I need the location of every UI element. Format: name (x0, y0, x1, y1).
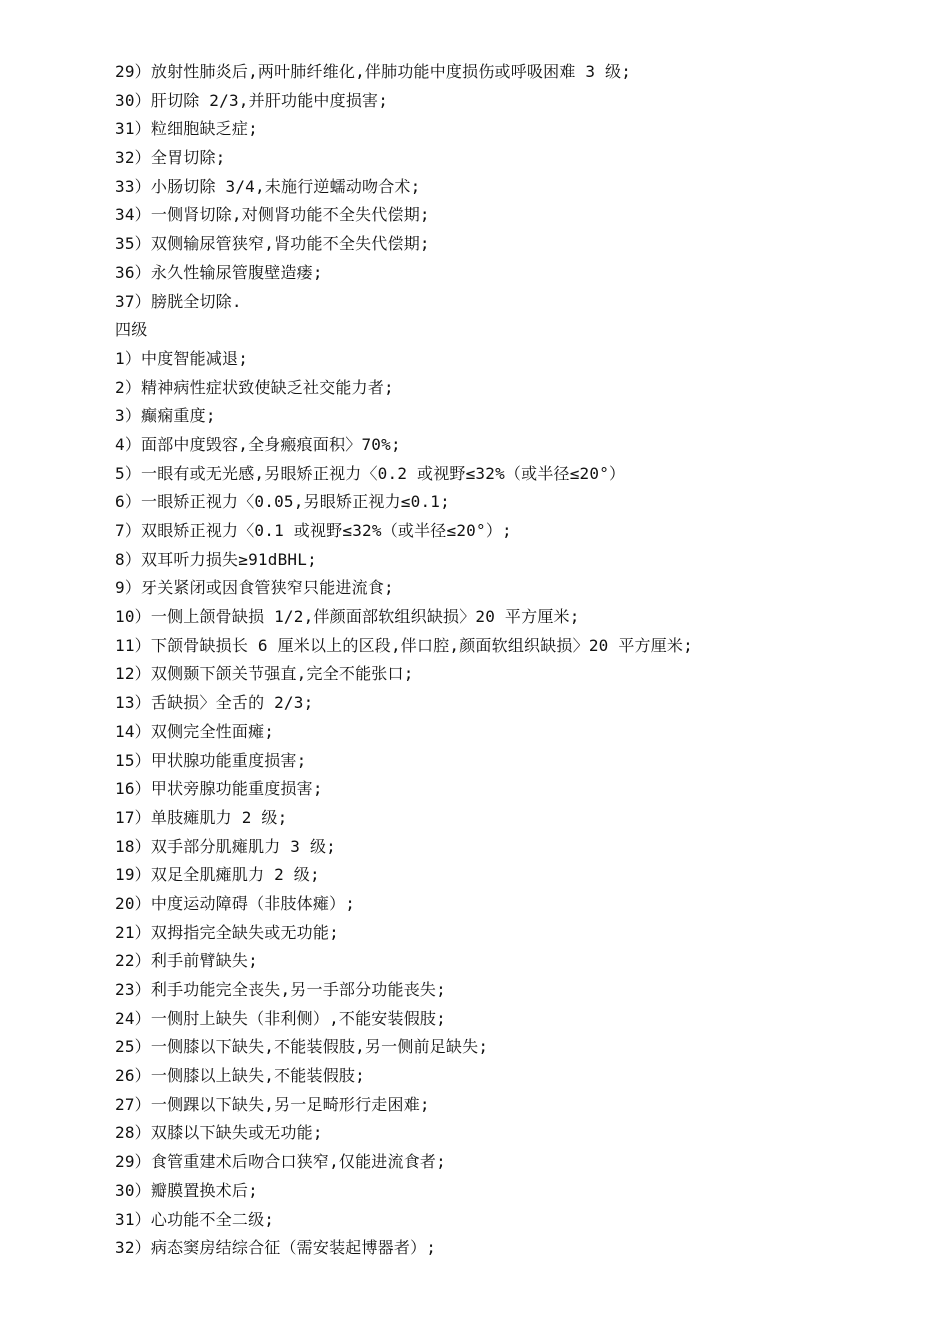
list-item: 17）单肢瘫肌力 2 级; (115, 807, 288, 827)
list-item: 32）全胃切除; (115, 148, 226, 168)
list-item: 31）粒细胞缺乏症; (115, 119, 258, 139)
list-item: 10）一侧上颌骨缺损 1/2,伴颜面部软组织缺损〉20 平方厘米; (115, 607, 580, 627)
list-item: 27）一侧踝以下缺失,另一足畸形行走困难; (115, 1094, 430, 1114)
list-item: 36）永久性输尿管腹壁造瘘; (115, 262, 323, 282)
list-item: 1）中度智能减退; (115, 348, 249, 368)
list-item: 35）双侧输尿管狭窄,肾功能不全失代偿期; (115, 234, 430, 254)
list-item: 19）双足全肌瘫肌力 2 级; (115, 865, 320, 885)
list-item: 23）利手功能完全丧失,另一手部分功能丧失; (115, 980, 446, 999)
list-item: 13）舌缺损〉全舌的 2/3; (115, 693, 314, 713)
list-item: 37）膀胱全切除. (115, 291, 242, 311)
list-item: 24）一侧肘上缺失（非利侧）,不能安装假肢; (115, 1008, 446, 1028)
section-heading: 四级 (115, 320, 148, 340)
list-item: 11）下颌骨缺损长 6 厘米以上的区段,伴口腔,颜面软组织缺损〉20 平方厘米; (115, 635, 693, 655)
list-item: 31）心功能不全二级; (115, 1209, 275, 1229)
list-item: 2）精神病性症状致使缺乏社交能力者; (115, 377, 394, 397)
list-item: 30）肝切除 2/3,并肝功能中度损害; (115, 90, 389, 110)
list-item: 33）小肠切除 3/4,未施行逆蠕动吻合术; (115, 176, 421, 196)
list-item: 20）中度运动障碍（非肢体瘫）; (115, 893, 356, 913)
list-item: 29）放射性肺炎后,两叶肺纤维化,伴肺功能中度损伤或呼吸困难 3 级; (115, 62, 632, 81)
list-item: 28）双膝以下缺失或无功能; (115, 1123, 323, 1143)
list-item: 12）双侧颞下颌关节强直,完全不能张口; (115, 664, 414, 684)
list-item: 14）双侧完全性面瘫; (115, 721, 275, 741)
list-item: 34）一侧肾切除,对侧肾功能不全失代偿期; (115, 205, 430, 225)
list-item: 22）利手前臂缺失; (115, 951, 258, 971)
list-item: 3）癫痫重度; (115, 406, 216, 426)
list-item: 26）一侧膝以上缺失,不能装假肢; (115, 1066, 365, 1086)
list-item: 18）双手部分肌瘫肌力 3 级; (115, 836, 336, 856)
list-item: 29）食管重建术后吻合口狭窄,仅能进流食者; (115, 1152, 446, 1172)
list-item: 30）瓣膜置换术后; (115, 1180, 258, 1200)
list-item: 32）病态窦房结综合征（需安装起博器者）; (115, 1238, 437, 1258)
list-item: 9）牙关紧闭或因食管狭窄只能进流食; (115, 578, 394, 598)
list-item: 25）一侧膝以下缺失,不能装假肢,另一侧前足缺失; (115, 1037, 489, 1057)
list-item: 16）甲状旁腺功能重度损害; (115, 779, 323, 799)
list-item: 6）一眼矫正视力〈0.05,另眼矫正视力≤0.1; (115, 492, 450, 512)
list-item: 5）一眼有或无光感,另眼矫正视力〈0.2 或视野≤32%（或半径≤20°） (115, 463, 626, 483)
list-item: 7）双眼矫正视力〈0.1 或视野≤32%（或半径≤20°）; (115, 521, 512, 540)
list-item: 21）双拇指完全缺失或无功能; (115, 922, 339, 942)
list-item: 4）面部中度毁容,全身瘢痕面积〉70%; (115, 434, 401, 454)
list-item: 15）甲状腺功能重度损害; (115, 750, 307, 770)
list-item: 8）双耳听力损失≥91dBHL; (115, 549, 317, 569)
document-body (115, 58, 915, 1263)
